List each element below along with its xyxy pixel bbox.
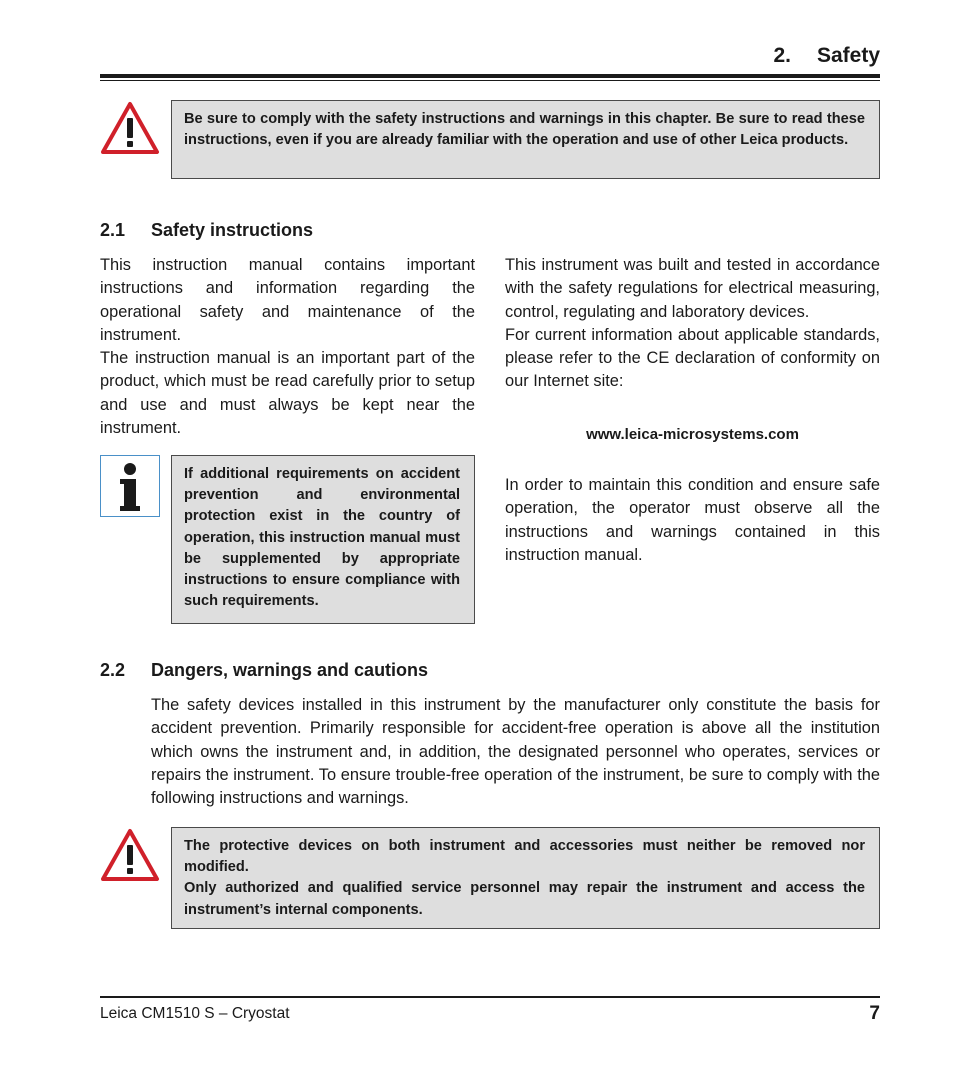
section-title: Dangers, warnings and cautions xyxy=(151,660,429,680)
top-warning-text: Be sure to comply with the safety instructions and warnings in this chapter. Be sure to read these instructions, even if you are already familiar with the operation and use of other Leica products. xyxy=(184,111,865,149)
footer-rule xyxy=(100,996,880,998)
bottom-warning-line: Only authorized and qualified service personnel may repair the instrument and access the instrument’s internal components. xyxy=(184,880,865,918)
chapter-title: Safety xyxy=(816,44,880,67)
paragraph: The instruction manual is an important part of the product, which must be read carefully prior to setup and use and must always be kept near the instrument. xyxy=(100,349,475,438)
warning-triangle-icon xyxy=(100,828,160,882)
bottom-warning-line: The protective devices on both instrument and accessories must neither be removed nor modified. xyxy=(184,838,865,876)
info-note-text: If additional requirements on accident prevention and environmental protection exist in the country of operation, this instruction manual must be supplemented by appropriate instructions to ensure compliance with such requirements. xyxy=(184,466,460,610)
top-warning-box xyxy=(171,100,880,179)
left-column-text xyxy=(100,254,475,440)
page-number: 7 xyxy=(869,1003,880,1024)
section-number: 2.2 xyxy=(100,660,126,680)
chapter-number: 2. xyxy=(773,44,791,67)
header-rule-thin xyxy=(100,80,880,81)
paragraph: For current information about applicable standards, please refer to the CE declaration of conformity on our Internet site: xyxy=(505,325,880,391)
footer-product-name: Leica CM1510 S – Cryostat xyxy=(100,1005,290,1022)
header-rule xyxy=(100,74,880,78)
info-note-box xyxy=(171,455,475,624)
website-url[interactable]: www.leica-microsystems.com xyxy=(586,426,799,443)
chapter-heading xyxy=(100,44,880,68)
section-number: 2.1 xyxy=(100,220,126,240)
bottom-warning-box xyxy=(171,827,880,929)
section-2-2-heading xyxy=(100,660,428,681)
section-2-1-heading xyxy=(100,220,313,241)
right-column-text-2 xyxy=(505,474,880,567)
paragraph: This instruction manual contains important instructions and information regarding the operational safety and maintenance of the instrument. xyxy=(100,256,475,344)
paragraph: In order to maintain this condition and ensure safe operation, the operator must observe all the instructions and warnings contained in this instruction manual. xyxy=(505,476,880,564)
warning-triangle-icon xyxy=(100,101,160,155)
info-icon xyxy=(100,455,160,517)
paragraph: This instrument was built and tested in accordance with the safety regulations for electrical measuring, control, regulating and laboratory devices. xyxy=(505,256,880,321)
section-title: Safety instructions xyxy=(151,220,314,240)
section-2-2-body xyxy=(151,694,880,810)
paragraph: The safety devices installed in this instrument by the manufacturer only constitute the basis for accident prevention. Primarily responsible for accident-free operation is above all the institution which owns the instrument and, in addition, the designated personnel who operates, services or repairs the instrument. To ensure trouble-free operation of the instrument, be sure to comply with the following instructions and warnings. xyxy=(151,696,880,808)
right-column-text xyxy=(505,254,880,394)
